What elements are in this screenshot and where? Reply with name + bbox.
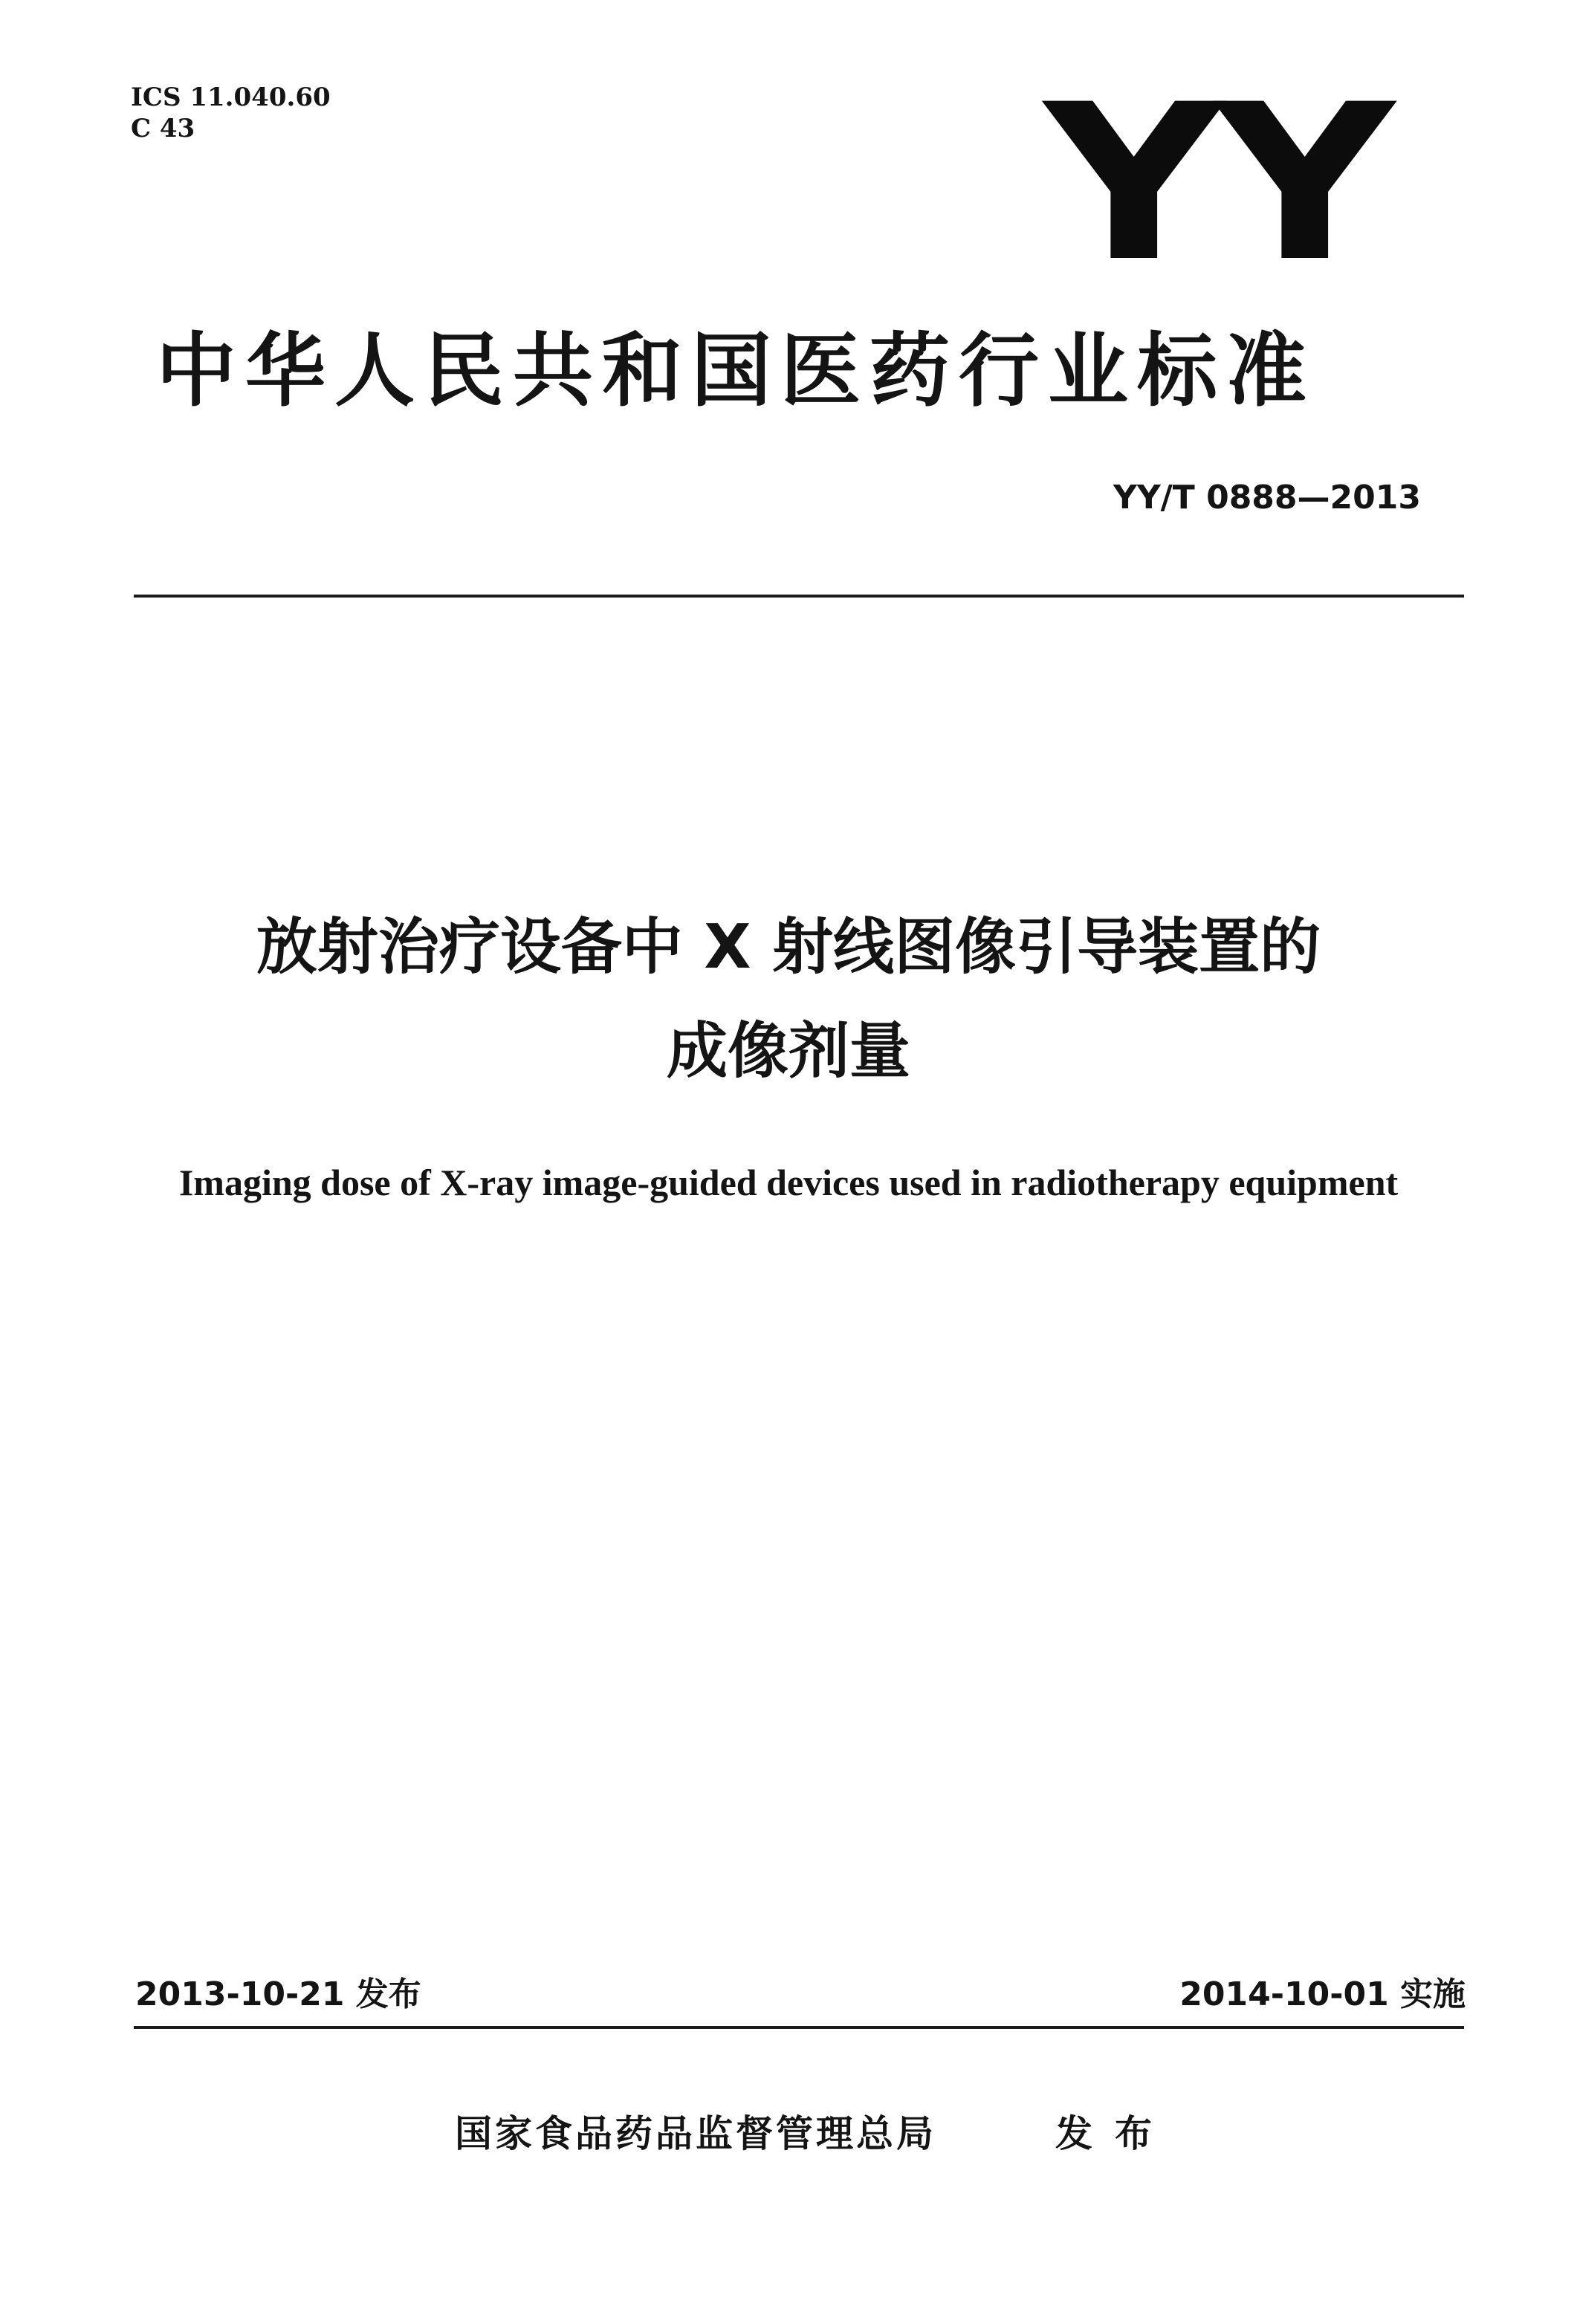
bottom-divider	[134, 2026, 1464, 2029]
document-title-en: Imaging dose of X-ray image-guided devices used in radiotherapy equipment	[178, 1162, 1399, 1203]
issue-date: 2013-10-21 发布	[135, 1975, 421, 2013]
yy-logo: YY	[1044, 59, 1386, 309]
standard-category-title: 中华人民共和国医药行业标准	[156, 325, 1316, 418]
standard-number: YY/T 0888—2013	[1113, 479, 1421, 517]
top-divider	[134, 595, 1464, 598]
ccs-code: C 43	[131, 114, 195, 143]
document-title-zh-line2: 成像剂量	[666, 1016, 910, 1087]
publisher-name: 国家食品药品监督管理总局	[455, 2112, 936, 2155]
document-title-zh-line1: 放射治疗设备中 X 射线图像引导装置的	[256, 912, 1321, 983]
ics-code: ICS 11.040.60	[131, 82, 331, 112]
publish-label: 发布	[1055, 2112, 1174, 2155]
implementation-date: 2014-10-01 实施	[1179, 1975, 1466, 2013]
